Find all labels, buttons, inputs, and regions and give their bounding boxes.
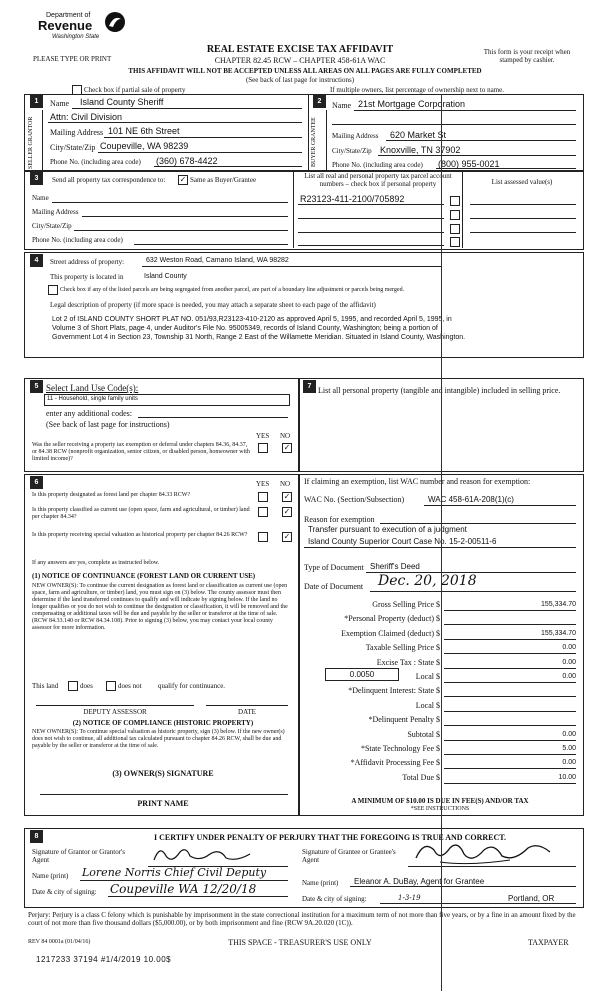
grantor-name-label: Name (print) (32, 872, 69, 880)
tax-row-value[interactable]: 5.00 (562, 745, 576, 752)
seller-phone-label: Phone No. (including area code) (50, 158, 141, 166)
logo-washington-state: Washington State (52, 34, 100, 40)
minimum-due: A MINIMUM OF $10.00 IS DUE IN FEE(S) AND/OR TAX (351, 797, 529, 805)
reason-line-1[interactable]: Transfer pursuant to execution of a judgment (308, 525, 467, 534)
tax-row-value[interactable]: 0.00 (562, 759, 576, 766)
exemption-no-checkbox[interactable]: ✓ (283, 443, 291, 452)
receipt-note: This form is your receipt when stamped by cashier. (483, 48, 571, 64)
assessed-header: List assessed value(s) (491, 178, 553, 186)
land-use-select-value: 11 - Household, single family units (47, 396, 138, 402)
seller-name-label: Name (50, 99, 70, 108)
owner-signature-label: (3) OWNER(S) SIGNATURE (112, 769, 214, 778)
buyer-city-field[interactable]: Knoxville, TN 37902 (380, 145, 461, 155)
grantee-date-label: Date & city of signing: (302, 895, 367, 903)
seller-attn-field[interactable]: Attn: Civil Division (50, 112, 123, 122)
doc-date-label: Date of Document (304, 582, 364, 591)
exemption-yes-checkbox[interactable] (258, 443, 268, 453)
tax-row-dollar: $ (436, 614, 440, 623)
forest-no-header: NO (280, 480, 291, 488)
seller-city-label: City/State/Zip (50, 143, 96, 152)
tax-row-dollar: $ (436, 758, 440, 767)
corr-phone-label: Phone No. (including area code) (32, 236, 123, 244)
does-not-checkbox[interactable] (106, 681, 116, 691)
tax-row-label: Local (415, 701, 434, 710)
form-title: REAL ESTATE EXCISE TAX AFFIDAVIT (206, 44, 394, 55)
see-back: (See back of last page for instructions) (245, 76, 355, 84)
exemption-question: Was the seller receiving a property tax exemption or deferral under chapters 84.36, 84.37, or 84.38 RCW (nonprofit organization, senior citizen, or disabled person, homeowner with limited income)? (32, 442, 250, 462)
land-use-no-header: NO (280, 432, 291, 440)
grantor-date-label: Date & city of signing: (32, 888, 97, 896)
tax-row-label: *Affidavit Processing Fee (350, 758, 434, 767)
forest-q2: Is this property classified as current use (open space, farm and agricultural, or timber) land per chapter 84.34? (32, 507, 250, 520)
rev-number: REV 84 0001a (01/04/16) (28, 939, 91, 945)
buyer-name-field[interactable]: 21st Mortgage Corporation (358, 99, 466, 109)
buyer-city-label: City/State/Zip (332, 147, 372, 155)
additional-codes-label: enter any additional codes: (46, 409, 132, 418)
seller-mailing-label: Mailing Address (50, 128, 104, 137)
same-as-buyer-checkbox[interactable]: ✓ (179, 175, 187, 184)
land-use-label: Select Land Use Code(s): (46, 383, 139, 393)
buyer-mailing-label: Mailing Address (332, 132, 379, 140)
forest-q2-no[interactable]: ✓ (283, 507, 291, 516)
parcel-personal-checkbox-1[interactable] (450, 196, 460, 206)
seller-city-field[interactable]: Coupeville, WA 98239 (100, 141, 189, 151)
scan-fold-line (441, 94, 442, 991)
tax-row-label: Subtotal (407, 730, 434, 739)
tax-row-dollar: $ (436, 744, 440, 753)
section-5-badge: 5 (30, 380, 43, 393)
parcel-personal-checkbox-2[interactable] (450, 210, 460, 220)
form-warning: THIS AFFIDAVIT WILL NOT BE ACCEPTED UNLESS ALL AREAS ON ALL PAGES ARE FULLY COMPLETED (128, 67, 482, 75)
correspondence-label: Send all property tax correspondence to: (52, 176, 166, 184)
local-rate-value: 0.0050 (349, 670, 375, 679)
legal-line-1: Lot 2 of ISLAND COUNTY SHORT PLAT NO. 051/93,R23123-410-2120 as approved April 5, 1995, and recorded April 5, 1995, in (52, 316, 452, 323)
tax-row-label: Gross Selling Price (372, 600, 434, 609)
seller-name-field[interactable]: Island County Sheriff (80, 97, 164, 107)
section-8-badge: 8 (30, 830, 43, 843)
section-2-badge: 2 (313, 95, 326, 108)
located-field[interactable]: Island County (144, 273, 187, 280)
notice-2-title: (2) NOTICE OF COMPLIANCE (HISTORIC PROPERTY) (72, 719, 254, 727)
logo-swoosh-icon (104, 11, 126, 33)
street-field[interactable]: 632 Weston Road, Camano Island, WA 98282 (146, 257, 289, 264)
same-as-buyer-label: Same as Buyer/Grantee (190, 176, 257, 184)
buyer-side-label: BUYER GRANTEE (311, 117, 317, 168)
tax-row-dollar: $ (436, 701, 440, 710)
parcel-header: List all real and personal property tax parcel account numbers – check box if personal property (304, 172, 452, 188)
does-not-label: does not (118, 682, 142, 690)
buyer-mailing-field[interactable]: 620 Market St (390, 130, 447, 140)
grantee-name-label: Name (print) (302, 879, 339, 887)
corr-mailing-label: Mailing Address (32, 208, 79, 216)
doc-type-label: Type of Document (304, 563, 364, 572)
section-3-badge: 3 (30, 172, 43, 185)
tax-row-dollar: $ (436, 686, 440, 695)
grantee-date-field[interactable]: 1-3-19 (398, 894, 421, 902)
forest-q2-yes[interactable] (258, 507, 268, 517)
treasurer-stamp: 1217233 37194 #1/4/2019 10.00$ (36, 955, 172, 964)
segregated-checkbox[interactable] (48, 285, 58, 295)
treasurer-use: THIS SPACE - TREASURER'S USE ONLY (228, 938, 372, 947)
perjury-notice: Perjury: Perjury is a class C felony which is punishable by imprisonment in the state correctional institution for a maximum term of not more than five years, or by a fine in an amount fixed by the court of not more than five thousand dollars ($5,000.00), or by both imprisonment and fine (RCW 9A.20.020 (1C)). (28, 911, 576, 927)
tax-row-label: Excise Tax : State (376, 658, 434, 667)
tax-row-label: *Personal Property (deduct) (344, 614, 434, 623)
section-1-badge: 1 (30, 95, 43, 108)
multiple-owners-note: If multiple owners, list percentage of ownership next to name. (330, 86, 504, 94)
parcel-number-field[interactable]: R23123-411-2100/705892 (300, 194, 405, 204)
grantor-sig-label: Signature of Grantor or Grantor's Agent (32, 848, 126, 864)
tax-row-value[interactable]: 0.00 (562, 644, 576, 651)
certify-statement: I CERTIFY UNDER PENALTY OF PERJURY THAT THE FOREGOING IS TRUE AND CORRECT. (153, 833, 506, 842)
reason-line-2[interactable]: Island County Superior Court Case No. 15-2-00511-6 (308, 537, 497, 546)
tax-row-label: Exemption Claimed (deduct) (341, 629, 434, 638)
tax-row-dollar: $ (436, 730, 440, 739)
land-use-see-back: (See back of last page for instructions) (46, 420, 170, 429)
wac-field[interactable]: WAC 458-61A-208(1)(c) (428, 495, 514, 504)
seller-phone-field[interactable]: (360) 678-4422 (156, 156, 218, 166)
does-label: does (80, 682, 93, 690)
see-instructions: *SEE INSTRUCTIONS (410, 806, 470, 812)
section-4-badge: 4 (30, 254, 43, 267)
wac-label: WAC No. (Section/Subsection) (304, 495, 405, 504)
land-use-yes-header: YES (256, 432, 270, 440)
tax-row-label: *Delinquent Interest: State (348, 686, 434, 695)
dor-logo (38, 8, 128, 48)
forest-q1-yes[interactable] (258, 492, 268, 502)
tax-row-value[interactable]: 0.00 (562, 659, 576, 666)
deputy-assessor-label: DEPUTY ASSESSOR (83, 708, 147, 716)
land-use-select[interactable] (44, 394, 290, 406)
personal-property-label: List all personal property (tangible and intangible) included in selling price. (318, 386, 561, 395)
tax-row-value[interactable]: 155,334.70 (540, 630, 576, 637)
forest-q3: Is this property receiving special valuation as historical property per chapter 84.26 RCW? (32, 532, 248, 538)
doc-date-field[interactable]: Dec. 20, 2018 (378, 573, 477, 589)
reason-label: Reason for exemption (304, 515, 375, 524)
form-subtitle: CHAPTER 82.45 RCW – CHAPTER 458-61A WAC (214, 56, 386, 65)
buyer-phone-label: Phone No. (including area code) (332, 161, 423, 169)
buyer-name-label: Name (332, 101, 352, 110)
section-6-frame (24, 474, 300, 816)
tax-row-label: Local (415, 672, 434, 681)
tax-row-dollar: $ (436, 672, 440, 681)
forest-yes-header: YES (256, 480, 270, 488)
grantee-sig-label: Signature of Grantee or Grantee's Agent (302, 848, 396, 864)
located-label: This property is located in (50, 273, 124, 281)
grantee-city-field[interactable]: Portland, OR (508, 894, 555, 903)
tax-row-dollar: $ (436, 773, 440, 782)
parcel-personal-checkbox-4[interactable] (450, 237, 460, 247)
please-type: PLEASE TYPE OR PRINT (33, 55, 112, 63)
tax-row-label: Taxable Selling Price (365, 643, 434, 652)
seller-side-label: SELLER GRANTOR (28, 116, 34, 169)
tax-row-value[interactable]: 0.00 (562, 673, 576, 680)
street-label: Street address of property: (50, 258, 125, 266)
legal-line-2: Volume 3 of Short Plats, page 4, under Auditor's File No. 95005349, records of Island County, Washington; being a portion of (52, 325, 438, 332)
forest-q1: Is this property designated as forest land per chapter 84.33 RCW? (32, 492, 191, 498)
forest-q3-yes[interactable] (258, 532, 268, 542)
partial-sale-label: Check box if partial sale of property (84, 86, 186, 94)
tax-row-dollar: $ (436, 629, 440, 638)
tax-row-dollar: $ (436, 715, 440, 724)
forest-q1-no[interactable]: ✓ (283, 492, 291, 501)
deputy-date-label: DATE (238, 708, 256, 716)
buyer-phone-field[interactable]: (800) 955-0021 (438, 159, 500, 169)
qualify-label: qualify for continuance. (158, 682, 226, 690)
tax-row-label: *State Technology Fee (360, 744, 434, 753)
doc-type-field[interactable]: Sheriff's Deed (370, 562, 420, 571)
tax-row-value[interactable]: 10.00 (558, 774, 576, 781)
grantor-name-field[interactable]: Lorene Norris Chief Civil Deputy (82, 866, 267, 879)
notice-1-title: (1) NOTICE OF CONTINUANCE (FOREST LAND OR CURRENT USE) (32, 572, 256, 580)
tax-row-label: *Delinquent Penalty (368, 715, 434, 724)
grantor-signature[interactable] (150, 842, 270, 866)
local-rate-box[interactable] (325, 668, 399, 681)
segregated-label: Check box if any of the listed parcels are being segregated from another parcel, are part of a boundary line adjustment or parcels being merged. (60, 287, 405, 293)
seller-mailing-field[interactable]: 101 NE 6th Street (108, 126, 180, 136)
claim-exemption-label: If claiming an exemption, list WAC number and reason for exemption: (304, 477, 531, 486)
forest-if-yes: If any answers are yes, complete as instructed below. (32, 560, 160, 566)
corr-city-label: City/State/Zip (32, 222, 72, 230)
legal-line-3: Government Lot 4 in Section 23, Township 31 North, Range 2 East of the Willamette Meridian. Situated in Island County, Washington. (52, 334, 466, 341)
section-7-badge: 7 (303, 380, 316, 393)
logo-dept-of: Department of (46, 12, 91, 19)
grantor-date-field[interactable]: Coupeville WA 12/20/18 (110, 882, 257, 896)
this-land-label: This land (32, 682, 59, 690)
print-name-label: PRINT NAME (137, 799, 189, 808)
legal-label: Legal description of property (if more space is needed, you may attach a separate sheet to each page of the affidavit) (50, 301, 376, 309)
tax-row-dollar: $ (436, 600, 440, 609)
notice-2-text: NEW OWNER(S): To continue special valuation as historic property, sign (3) below. If the new owner(s) does not wish to continue, all additional tax calculated pursuant to chapter 84.26 RCW, shall be due and payable by the seller or transferor at the time of sale. (32, 729, 285, 749)
section-6-badge: 6 (30, 476, 43, 489)
tax-row-value[interactable]: 0.00 (562, 731, 576, 738)
grantee-signature[interactable] (410, 838, 560, 868)
forest-q3-no[interactable]: ✓ (283, 532, 291, 541)
logo-revenue: Revenue (38, 18, 93, 33)
parcel-personal-checkbox-3[interactable] (450, 224, 460, 234)
tax-row-dollar: $ (436, 658, 440, 667)
grantee-name-field[interactable]: Eleanor A. DuBay, Agent for Grantee (354, 877, 485, 886)
notice-1-text: NEW OWNER(S): To continue the current designation as forest land or classification as current use (open space, farm and agriculture, or timber) land, you must sign on (3) below. The county assessor must then determine if the land transferred continues to qualify and will indicate by signing below. If the land no longer qualifies or you do not wish to continue the designation or classification, it will be removed and the compensating or additional taxes will be due and payable by the seller or transferor at the time of sale. (RCW 84.33.140 or RCW 84.34.108). Prior to signing (3) below, you may contact your local county assessor for more information. (32, 583, 288, 631)
tax-row-label: Total Due (402, 773, 434, 782)
does-checkbox[interactable] (68, 681, 78, 691)
tax-row-dollar: $ (436, 643, 440, 652)
corr-name-label: Name (32, 194, 49, 202)
taxpayer-label: TAXPAYER (528, 938, 569, 947)
tax-row-value[interactable]: 155,334.70 (540, 601, 576, 608)
